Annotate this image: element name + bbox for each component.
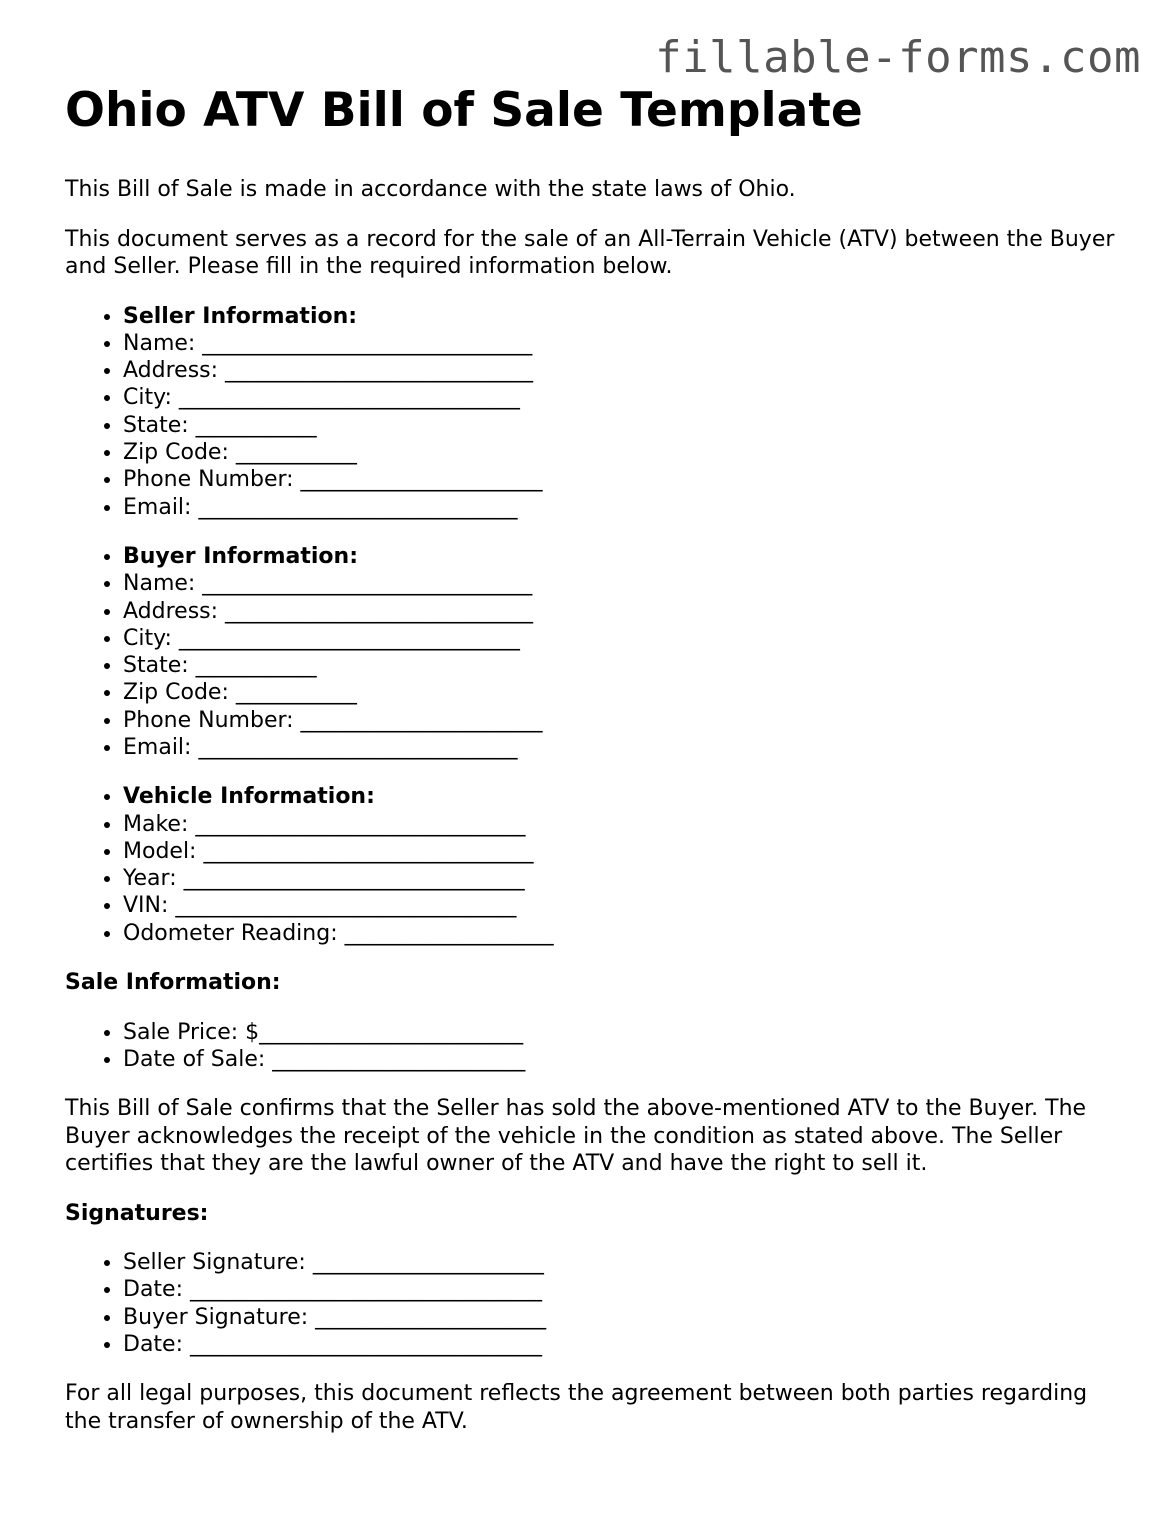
sale-price-field[interactable]: • Sale Price: $________________________ xyxy=(123,1019,1125,1046)
buyer-signature-date-field[interactable]: • Date: ________________________________ xyxy=(123,1331,1125,1358)
buyer-address-field[interactable]: • Address: ____________________________ xyxy=(123,598,1125,625)
vehicle-odometer-field[interactable]: • Odometer Reading: ___________________ xyxy=(123,920,1125,947)
seller-city-field[interactable]: • City: _______________________________ xyxy=(123,384,1125,411)
vehicle-information-heading: • Vehicle Information: xyxy=(123,783,1125,810)
seller-name-field[interactable]: • Name: ______________________________ xyxy=(123,330,1125,357)
buyer-state-field[interactable]: • State: ___________ xyxy=(123,652,1125,679)
buyer-city-field[interactable]: • City: _______________________________ xyxy=(123,625,1125,652)
page-title: Ohio ATV Bill of Sale Template xyxy=(65,83,863,138)
description-paragraph: This document serves as a record for the sale of an All-Terrain Vehicle (ATV) between the Buyer and Seller. Please fill in the required information below. xyxy=(65,226,1115,280)
closing-paragraph: For all legal purposes, this document reflects the agreement between both parties regarding the transfer of ownership of the ATV. xyxy=(65,1381,1088,1434)
sale-information-list xyxy=(65,1019,1125,1074)
seller-phone-field[interactable]: • Phone Number: ______________________ xyxy=(123,466,1125,493)
buyer-information-heading: • Buyer Information: xyxy=(123,543,1125,570)
seller-state-field[interactable]: • State: ___________ xyxy=(123,412,1125,439)
buyer-email-field[interactable]: • Email: _____________________________ xyxy=(123,734,1125,761)
seller-information-list xyxy=(65,303,1125,521)
sale-date-field[interactable]: • Date of Sale: _______________________ xyxy=(123,1046,1125,1073)
buyer-phone-field[interactable]: • Phone Number: ______________________ xyxy=(123,707,1125,734)
seller-information-heading: • Seller Information: xyxy=(123,303,1125,330)
seller-address-field[interactable]: • Address: ____________________________ xyxy=(123,357,1125,384)
buyer-zip-field[interactable]: • Zip Code: ___________ xyxy=(123,679,1125,706)
vehicle-make-field[interactable]: • Make: ______________________________ xyxy=(123,811,1125,838)
buyer-signature-field[interactable]: • Buyer Signature: _____________________ xyxy=(123,1304,1125,1331)
vehicle-year-field[interactable]: • Year: _______________________________ xyxy=(123,865,1125,892)
buyer-information-list xyxy=(65,543,1125,761)
vehicle-vin-field[interactable]: • VIN: _______________________________ xyxy=(123,892,1125,919)
watermark: fillable-forms.com xyxy=(655,32,1141,83)
seller-signature-date-field[interactable]: • Date: ________________________________ xyxy=(123,1276,1125,1303)
intro-paragraph: This Bill of Sale is made in accordance with the state laws of Ohio. xyxy=(65,177,796,203)
document-body xyxy=(65,84,1125,1457)
vehicle-information-list xyxy=(65,783,1125,947)
confirmation-paragraph: This Bill of Sale confirms that the Seller has sold the above-mentioned ATV to the Buyer. The Buyer acknowledges the receipt of the vehicle in the condition as stated above. The Seller certifies that they are the lawful owner of the ATV and have the right to sell it. xyxy=(65,1096,1087,1177)
signatures-list xyxy=(65,1249,1125,1358)
seller-zip-field[interactable]: • Zip Code: ___________ xyxy=(123,439,1125,466)
seller-signature-field[interactable]: • Seller Signature: _____________________ xyxy=(123,1249,1125,1276)
signatures-heading: Signatures: xyxy=(65,1200,209,1226)
sale-information-heading: Sale Information: xyxy=(65,970,281,996)
seller-email-field[interactable]: • Email: _____________________________ xyxy=(123,494,1125,521)
vehicle-model-field[interactable]: • Model: ______________________________ xyxy=(123,838,1125,865)
buyer-name-field[interactable]: • Name: ______________________________ xyxy=(123,570,1125,597)
